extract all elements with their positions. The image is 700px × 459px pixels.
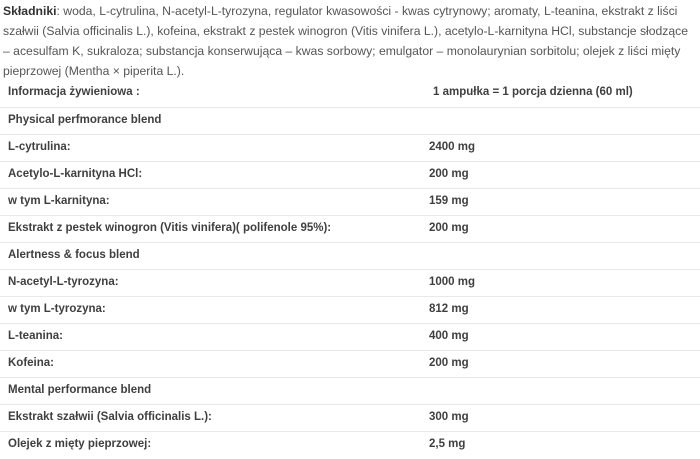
row-name: Kofeina: [8,357,54,369]
table-row [0,269,700,296]
table-row [0,242,700,269]
row-name: Ekstrakt z pestek winogron (Vitis vinifera)( polifenole 95%): [8,222,332,234]
table-row [0,323,700,350]
row-value: 812 mg [429,303,469,315]
ingredients-paragraph [3,1,697,81]
row-value: 2,5 mg [429,438,466,450]
row-name: Physical perfmorance blend [8,114,162,126]
row-value: 159 mg [429,195,469,207]
row-name: Olejek z mięty pieprzowej: [8,438,152,450]
table-row [0,431,700,458]
table-row [0,161,700,188]
table-header-row [0,80,700,107]
row-value: 400 mg [429,330,469,342]
table-row [0,296,700,323]
row-name: Ekstrakt szałwii (Salvia officinalis L.): [8,411,212,423]
row-name: N-acetyl-L-tyrozyna: [8,276,119,288]
row-value: 2400 mg [429,141,476,153]
row-value: 200 mg [429,222,469,234]
table-row [0,134,700,161]
table-row [0,350,700,377]
ingredients-text: : woda, L-cytrulina, N-acetyl-L-tyrozyna, regulator kwasowości - kwas cytrynowy; aromaty, L-teanina, ekstrakt z liści szałwii (Salvia officinalis L.), kofeina, ekstrakt z pestek winogron (Vitis vinifera L.), acetylo-L-karnityna HCl, substancje słodzące – acesulfam K, sukraloza; substancja konserwująca – kwas sorbowy; emulgator – monolaurynian sorbitolu; olejek z liści mięty pieprzowej (Mentha × piperita L.). [3,4,689,78]
row-name: L-cytrulina: [8,141,71,153]
table-row [0,215,700,242]
row-name: w tym L-karnityna: [8,195,110,207]
row-name: Alertness & focus blend [8,249,140,261]
table-row [0,188,700,215]
table-row [0,377,700,404]
table-row [0,404,700,431]
table-header-value: 1 ampułka = 1 porcja dzienna (60 ml) [433,86,633,98]
row-name: Mental performance blend [8,384,152,396]
row-value: 300 mg [429,411,469,423]
table-header-name: Informacja żywieniowa : [8,86,140,98]
table-row [0,107,700,134]
row-name: w tym L-tyrozyna: [8,303,106,315]
row-value: 200 mg [429,168,469,180]
nutrition-table [0,80,700,458]
row-value: 1000 mg [429,276,476,288]
ingredients-label: Składniki [3,4,57,18]
row-name: Acetylo-L-karnityna HCl: [8,168,143,180]
row-value: 200 mg [429,357,469,369]
row-name: L-teanina: [8,330,63,342]
